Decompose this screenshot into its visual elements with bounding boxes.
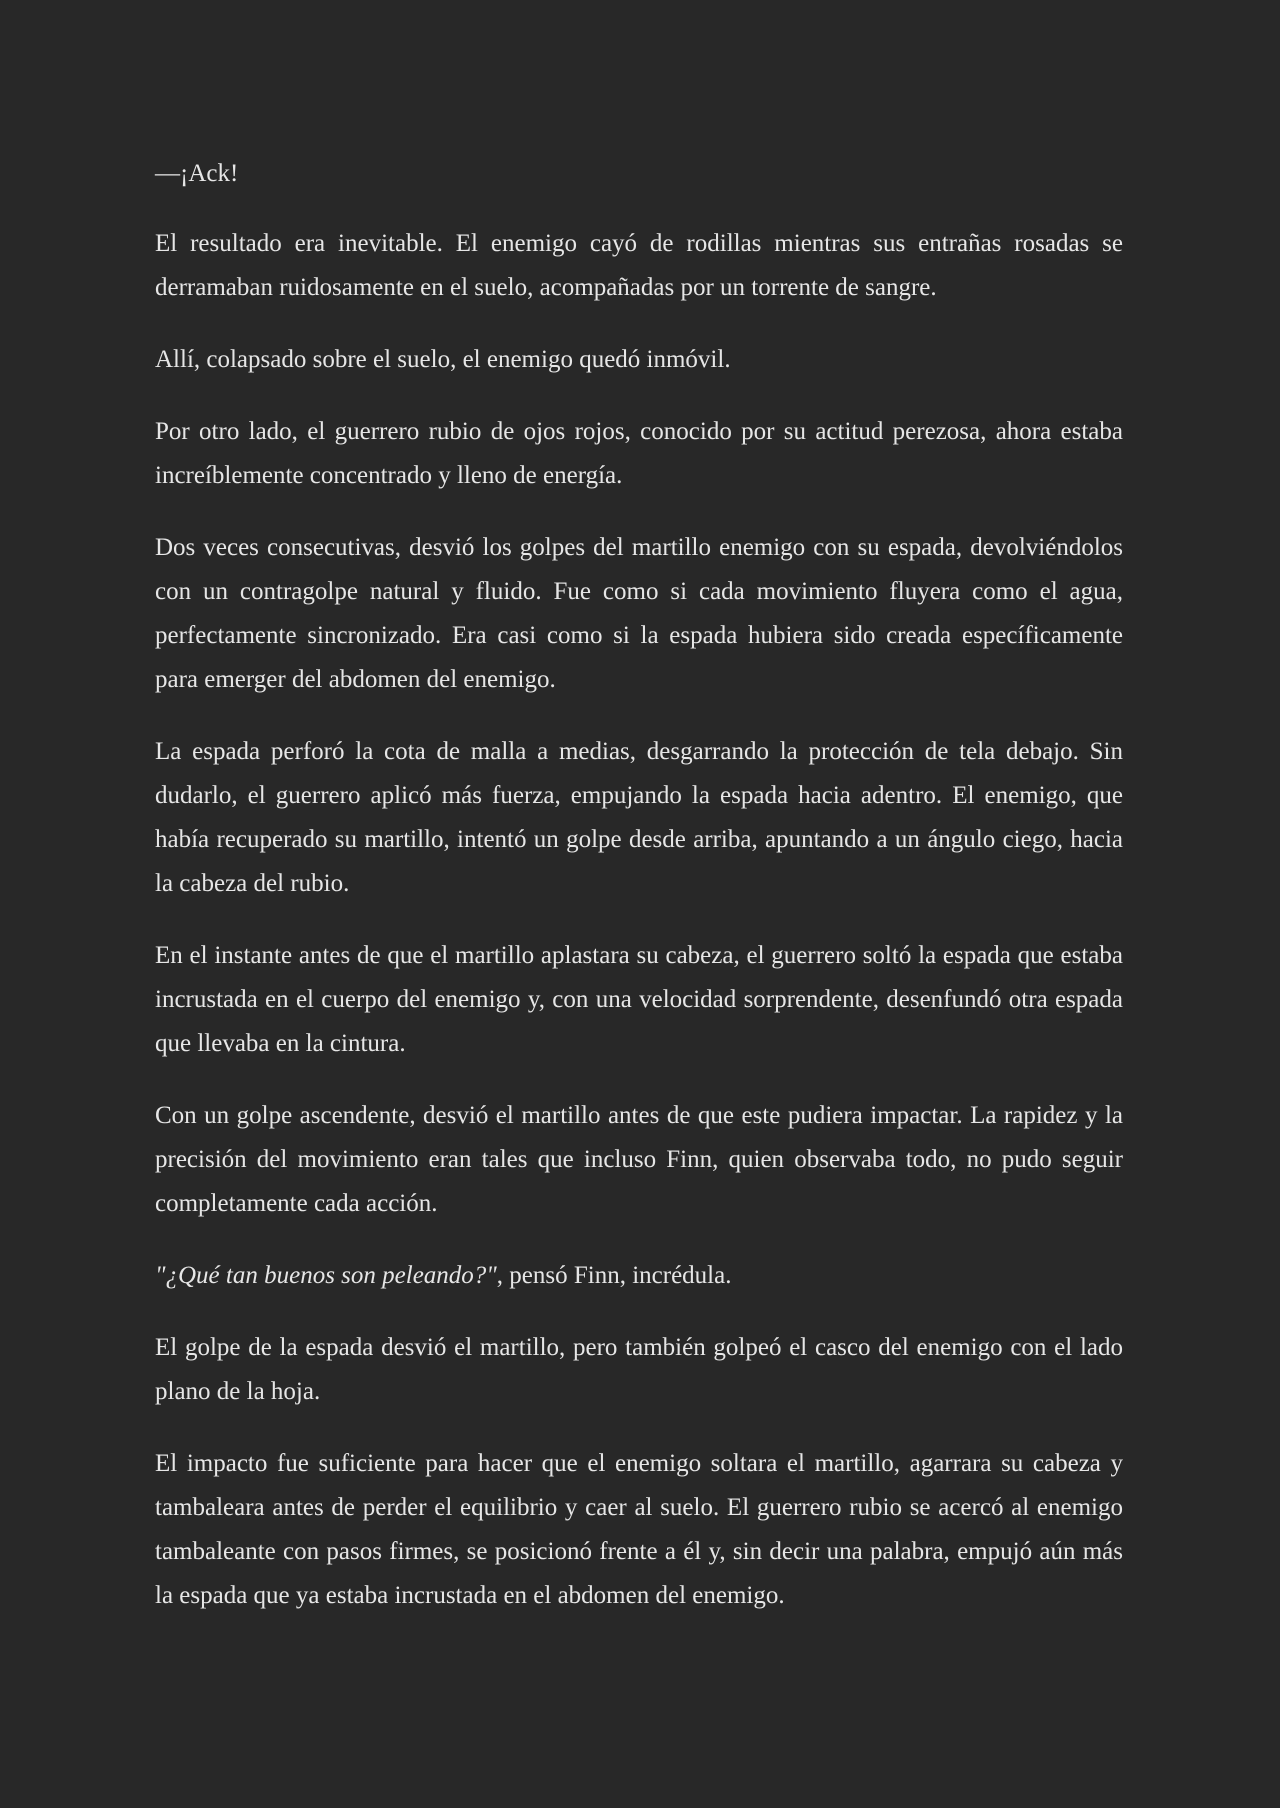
thought-paragraph	[155, 1254, 1123, 1298]
paragraph: El impacto fue suficiente para hacer que el enemigo soltara el martillo, agarrara su cabeza y tambaleara antes de perder el equilibrio y caer al suelo. El guerrero rubio se acercó al enemigo tambaleante con pasos firmes, se posicionó frente a él y, sin decir una palabra, empujó aún más la espada que ya estaba incrustada en el abdomen del enemigo.	[155, 1450, 1123, 1609]
thought-tail: , pensó Finn, incrédula.	[496, 1262, 732, 1289]
paragraph: —¡Ack!	[155, 160, 239, 187]
paragraph: Allí, colapsado sobre el suelo, el enemigo quedó inmóvil.	[155, 346, 731, 373]
paragraph: El resultado era inevitable. El enemigo cayó de rodillas mientras sus entrañas rosadas se derramaban ruidosamente en el suelo, acompañadas por un torrente de sangre.	[155, 230, 1123, 301]
paragraph: El golpe de la espada desvió el martillo, pero también golpeó el casco del enemigo con el lado plano de la hoja.	[155, 1334, 1123, 1405]
thought-quote: "¿Qué tan buenos son peleando?"	[155, 1262, 497, 1289]
paragraph: En el instante antes de que el martillo aplastara su cabeza, el guerrero soltó la espada que estaba incrustada en el cuerpo del enemigo y, con una velocidad sorprendente, desenfundó otra espada que llevaba en la cintura.	[155, 942, 1123, 1057]
chapter-text	[155, 152, 1123, 1646]
paragraph: Con un golpe ascendente, desvió el martillo antes de que este pudiera impactar. La rapidez y la precisión del movimiento eran tales que incluso Finn, quien observaba todo, no pudo seguir completamente cada acción.	[155, 1102, 1123, 1217]
paragraph: Dos veces consecutivas, desvió los golpes del martillo enemigo con su espada, devolviéndolos con un contragolpe natural y fluido. Fue como si cada movimiento fluyera como el agua, perfectamente sincronizado. Era casi como si la espada hubiera sido creada específicamente para emerger del abdomen del enemigo.	[155, 534, 1123, 693]
paragraph: Por otro lado, el guerrero rubio de ojos rojos, conocido por su actitud perezosa, ahora estaba increíblemente concentrado y lleno de energía.	[155, 418, 1123, 489]
paragraph: La espada perforó la cota de malla a medias, desgarrando la protección de tela debajo. Sin dudarlo, el guerrero aplicó más fuerza, empujando la espada hacia adentro. El enemigo, que había recuperado su martillo, intentó un golpe desde arriba, apuntando a un ángulo ciego, hacia la cabeza del rubio.	[155, 738, 1123, 897]
